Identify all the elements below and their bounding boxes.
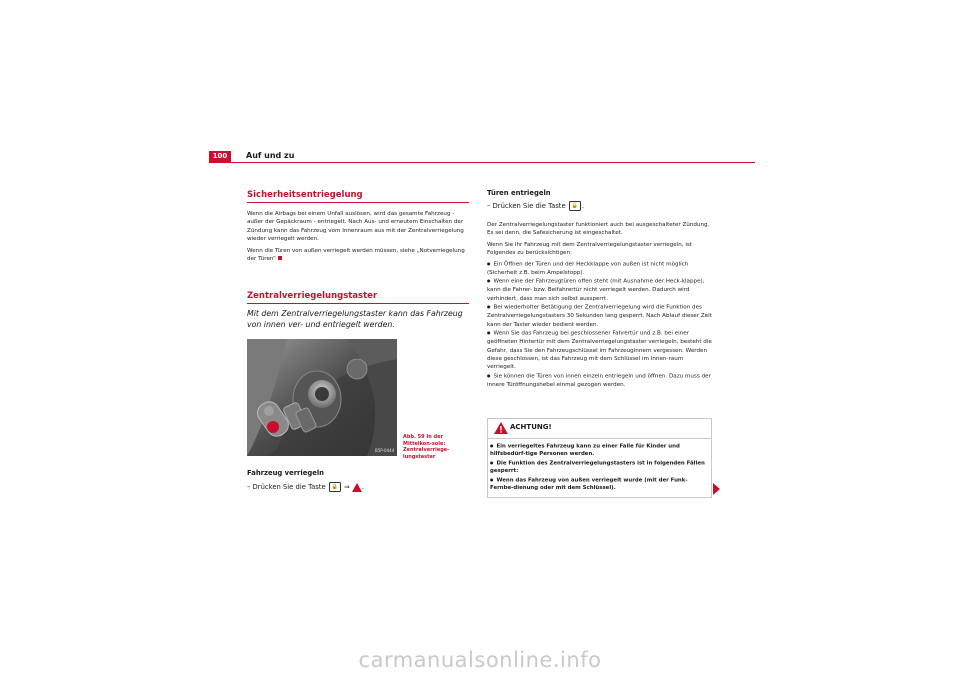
watermark: carmanualsonline.info: [358, 648, 602, 672]
warning-box: [487, 418, 712, 498]
unlock-step-text: – Drücken Sie die Taste: [487, 202, 566, 210]
right-paragraph-2: Wenn Sie Ihr Fahrzeug mit dem Zentralverriegelungstaster verriegeln, ist Folgendes zu berücksichtigen:: [487, 241, 692, 257]
list-item: ● Wenn Sie das Fahrzeug bei geschlossener Fahrertür und z.B. bei einer geöffneten Hintertür mit dem Zentralverriegelungstaster verriegeln, besteht die Gefahr, dass Sie den Fahrzeugschlüssel im Fahrzeuginnern vergessen. Werden diese geschlossen, ist das Fahrzeug mit dem Schlüssel im Innen-raum verriegelt.: [487, 329, 712, 372]
lock-step-text: – Drücken Sie die Taste: [247, 483, 326, 491]
warning-icon: [352, 483, 362, 492]
unlock-key-icon: 🔓: [569, 201, 581, 211]
warning-header: [488, 419, 711, 439]
list-item: ● Bei wiederholter Betätigung der Zentralverriegelung wird die Funktion des Zentralverriegelungstasters 30 Sekunden lang gesperrt. Nach Ablauf dieser Zeit kann der Taster wieder bedient werden.: [487, 303, 712, 329]
warning-list: [488, 439, 711, 493]
lock-heading: Fahrzeug verriegeln: [247, 469, 324, 477]
end-marker-icon: [278, 256, 282, 260]
warning-title: ACHTUNG!: [510, 423, 552, 431]
continue-arrow-icon: [713, 483, 720, 495]
section1-body: [247, 210, 469, 263]
section1-paragraph-2-text: Wenn die Türen von außen verriegelt werden müssen, siehe „Notverriegelung der Türen“: [247, 247, 465, 263]
section2-subtitle: Mit dem Zentralverriegelungstaster kann das Fahrzeug von innen ver- und entriegelt werden.: [247, 309, 463, 329]
reference-arrow: ⇒: [344, 483, 350, 491]
unlock-step: – Drücken Sie die Taste 🔓 .: [487, 202, 584, 210]
list-item: ● Wenn eine der Fahrzeugtüren offen steht (mit Ausnahme der Heck-klappe), kann die Fahrer- bzw. Beifahrertür nicht verriegelt werden. Dadurch wird verhindert, dass man sich selbst aussperrt.: [487, 277, 712, 303]
list-item: ● Ein Öffnen der Türen und der Heckklappe von außen ist nicht möglich (Sicherheit z.B. beim Ampelstopp).: [487, 260, 712, 278]
warning-triangle-icon: [494, 422, 508, 434]
chapter-title: Auf und zu: [246, 151, 295, 160]
section1-paragraph-2: [247, 247, 469, 264]
warning-item: ● Die Funktion des Zentralverriegelungstasters ist in folgenden Fällen gesperrt:: [488, 459, 711, 476]
right-body: [487, 221, 712, 389]
right-paragraph-1: Der Zentralverriegelungstaster funktioniert auch bei ausgeschalteter Zündung. Es sei denn, die Safesicherung ist eingeschaltet.: [487, 222, 710, 237]
figure-caption: Abb. 59 In der Mittelkon-sole: Zentralverriege-lungstaster: [403, 434, 450, 460]
list-item: ● Sie können die Türen von innen einzeln entriegeln und öffnen. Dazu muss der innere Türöffnungshebel einmal gezogen werden.: [487, 372, 712, 390]
figure-code: B5P-0444: [375, 448, 395, 453]
section-title-zentralverriegelungstaster: Zentralverriegelungstaster: [247, 290, 469, 304]
warning-item: ● Wenn das Fahrzeug von außen verriegelt wurde (mit der Funk-Fernbe-dienung oder mit dem Schlüssel).: [488, 476, 711, 493]
section1-paragraph-1: Wenn die Airbags bei einem Unfall auslösen, wird das gesamte Fahrzeug - außer der Gepäckraum - entriegelt. Nach Aus- und erneutem Einschalten der Zündung kann das Fahrzeug vom Innenraum aus mit der Zentralverriegelung wieder verriegelt werden.: [247, 211, 464, 243]
unlock-heading: Türen entriegeln: [487, 189, 551, 197]
section-title-sicherheitsentriegelung: Sicherheitsentriegelung: [247, 189, 469, 203]
center-console-photo: [247, 339, 397, 456]
bullet-list: [487, 260, 712, 390]
page-number: 100: [209, 151, 231, 162]
lock-step: – Drücken Sie die Taste 🔒 ⇒ .: [247, 483, 365, 491]
lock-key-icon: 🔒: [329, 482, 341, 492]
warning-item: ● Ein verriegeltes Fahrzeug kann zu einer Falle für Kinder und hilfsbedürf-tige Personen werden.: [488, 442, 711, 459]
